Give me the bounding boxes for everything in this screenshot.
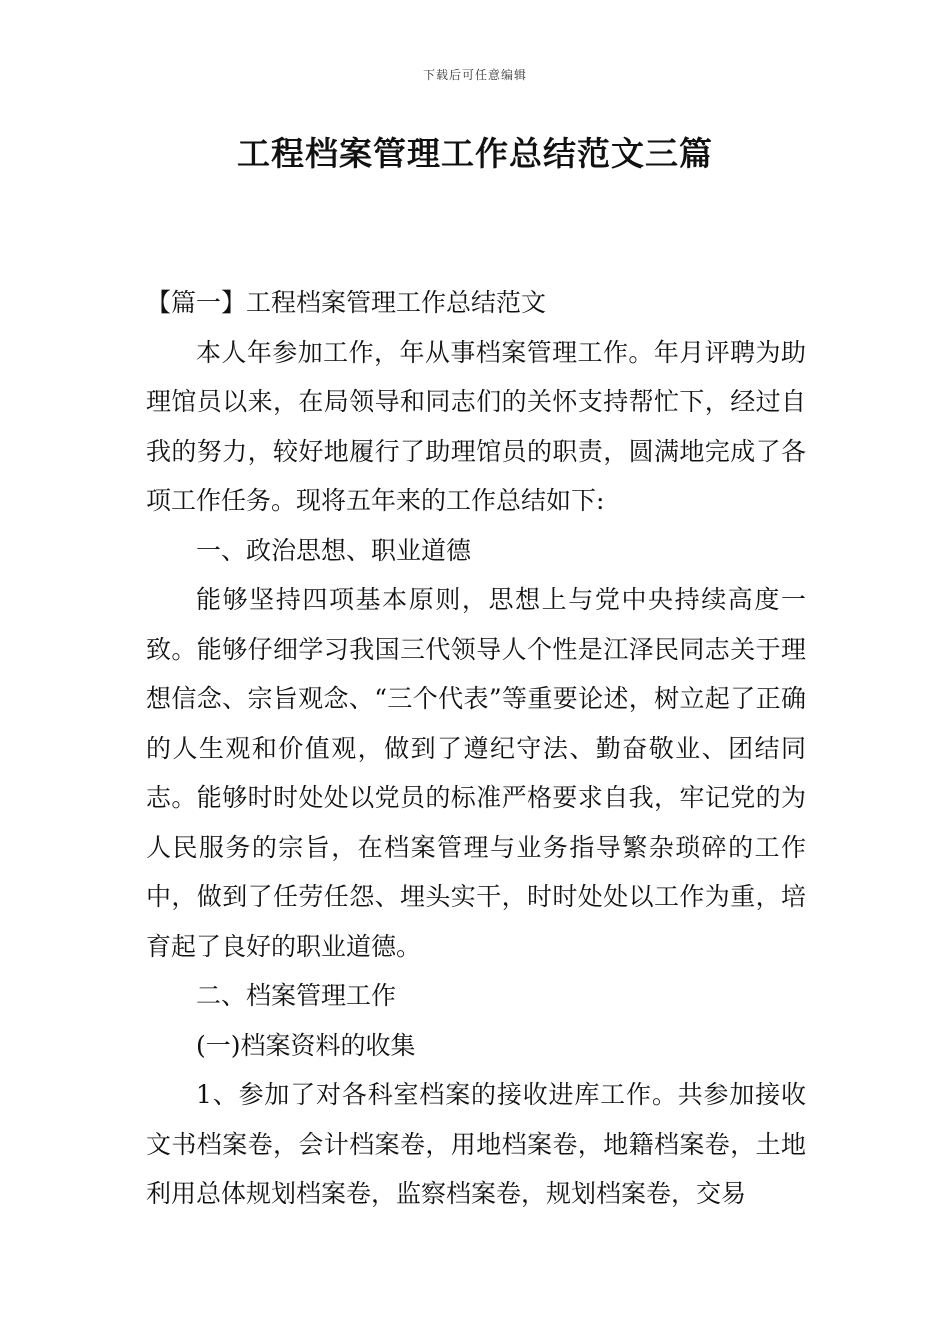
subheading-archive-collection: (一)档案资料的收集	[196, 1030, 416, 1060]
subheading-politics-ethics: 一、政治思想、职业道德	[196, 535, 472, 565]
document-title: 工程档案管理工作总结范文三篇	[237, 134, 713, 173]
paragraph-archive-receiving: 1、参加了对各科室档案的接收进库工作。共参加接收文书档案卷，会计档案卷，用地档案卷，地籍档案卷，土地利用总体规划档案卷，监察档案卷，规划档案卷，交易	[146, 1080, 806, 1208]
paragraph-intro: 本人年参加工作，年从事档案管理工作。年月评聘为助理馆员以来，在局领导和同志们的关怀支持帮忙下，经过自我的努力，较好地履行了助理馆员的职责，圆满地完成了各项工作任务。现将五年来的工作总结如下:	[146, 337, 806, 515]
section-heading: 【篇一】工程档案管理工作总结范文	[146, 288, 547, 317]
header-note: 下载后可任意编辑	[422, 68, 527, 82]
paragraph-politics-ethics: 能够坚持四项基本原则，思想上与党中央持续高度一致。能够仔细学习我国三代领导人个性是江泽民同志关于理想信念、宗旨观念、“三个代表”等重要论述，树立起了正确的人生观和价值观，做到了遵纪守法、勤奋敬业、团结同志。能够时时处处以党员的标准严格要求自我，牢记党的为人民服务的宗旨，在档案管理与业务指导繁杂琐碎的工作中，做到了任劳任怨、埋头实干，时时处处以工作为重，培育起了良好的职业道德。	[146, 585, 806, 961]
subheading-archive-management: 二、档案管理工作	[196, 981, 397, 1010]
document-body	[146, 278, 806, 1219]
